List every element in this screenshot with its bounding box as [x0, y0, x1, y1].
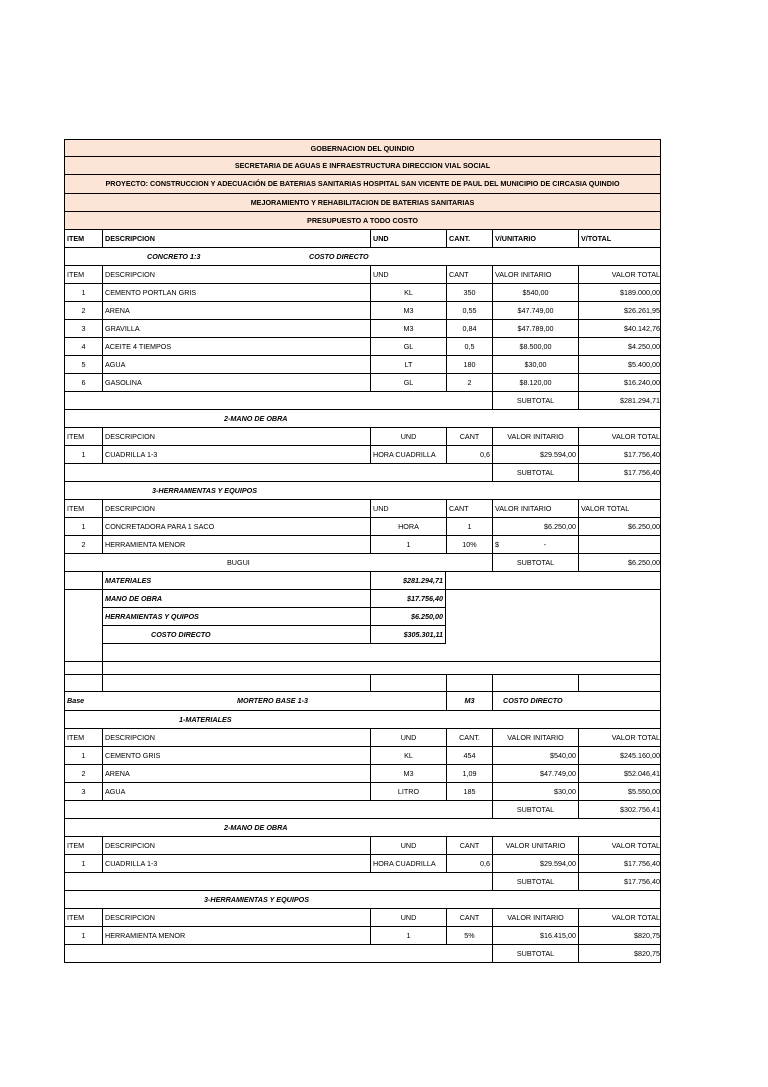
- row-vunit: $47.789,00: [492, 320, 578, 337]
- bugui-label: BUGUI: [227, 558, 250, 567]
- row-item: 1: [81, 931, 86, 940]
- main-column-header: [64, 230, 661, 248]
- subtotal-value: $17.756,40: [578, 873, 662, 890]
- head-cant: CANT: [446, 428, 492, 445]
- row-cant: 0,84: [446, 320, 492, 337]
- mano-table-head: [64, 837, 661, 855]
- row-item: 3: [81, 787, 86, 796]
- row-desc: AGUA: [102, 783, 370, 800]
- head-vunit: VALOR INITARIO: [492, 500, 578, 517]
- subtotal-label: SUBTOTAL: [492, 873, 578, 890]
- row-vunit: $29.594,00: [492, 446, 578, 463]
- mortero-base-label: Base: [67, 696, 85, 705]
- row-item: 2: [81, 769, 86, 778]
- head-item: ITEM: [67, 913, 85, 922]
- row-vtotal: $820,75: [578, 927, 662, 944]
- header-row-mejoramiento: [64, 194, 661, 212]
- row-vtotal: $17.756,40: [578, 446, 662, 463]
- head-vtotal: VALOR TOTAL: [578, 266, 662, 283]
- concreto-costo-directo: COSTO DIRECTO: [309, 252, 369, 261]
- row-vunit: $540,00: [492, 747, 578, 764]
- row-item: 1: [81, 522, 86, 531]
- table-row: [64, 446, 661, 464]
- row-und: M3: [370, 302, 446, 319]
- head-vunit: VALOR UNITARIO: [492, 837, 578, 854]
- head-item: ITEM: [67, 841, 85, 850]
- head-und: UND: [370, 266, 446, 283]
- col-vtotal: V/TOTAL: [578, 230, 662, 247]
- row-vunit: $47.749,00: [492, 765, 578, 782]
- row-und: HORA: [370, 518, 446, 535]
- head-desc: DESCRIPCION: [102, 500, 370, 517]
- head-cant: CANT: [446, 837, 492, 854]
- row-cant: 0,6: [446, 855, 492, 872]
- row-desc: HERRAMIENTA MENOR: [102, 927, 370, 944]
- summary-value: $281.294,71: [370, 572, 446, 589]
- spacer-row: [64, 662, 661, 674]
- row-vtotal: $189.000,00: [578, 284, 662, 301]
- header-row-proyecto: [64, 175, 661, 194]
- head-desc: DESCRIPCION: [102, 729, 370, 746]
- table-row: [64, 518, 661, 536]
- spacer-row: [64, 674, 661, 692]
- row-desc: CUADRILLA 1-3: [102, 855, 370, 872]
- head-item: ITEM: [67, 432, 85, 441]
- col-vunit: V/UNITARIO: [492, 230, 578, 247]
- head-desc: DESCRIPCION: [102, 837, 370, 854]
- row-und: M3: [370, 320, 446, 337]
- secretaria-title: SECRETARIA DE AGUAS E INFRAESTRUCTURA DIRECCION VIAL SOCIAL: [234, 161, 491, 170]
- table-row: [64, 338, 661, 356]
- subtotal-value: $302.756,41: [578, 801, 662, 818]
- row-vunit: $8.120,00: [492, 374, 578, 391]
- summary-value: $305.301,11: [370, 626, 446, 644]
- row-desc: GASOLINA: [102, 374, 370, 391]
- summary-row: [64, 626, 661, 644]
- summary-row: [64, 608, 661, 626]
- head-vtotal: VALOR TOTAL: [578, 500, 662, 517]
- row-cant: 185: [446, 783, 492, 800]
- row-vunit-symbol: $: [492, 536, 512, 553]
- mortero-title: MORTERO BASE 1-3: [237, 696, 308, 705]
- summary-value: $6.250,00: [370, 608, 446, 626]
- head-und: UND: [370, 428, 446, 445]
- herr-table-head: [64, 909, 661, 927]
- herramientas-title: 3-HERRAMIENTAS Y EQUIPOS: [204, 895, 310, 904]
- row-desc: CEMENTO GRIS: [102, 747, 370, 764]
- summary-label: MANO DE OBRA: [102, 590, 370, 608]
- section-title-row: [64, 410, 661, 428]
- row-cant: 5%: [446, 927, 492, 944]
- table-row: [64, 855, 661, 873]
- summary-value: $17.756,40: [370, 590, 446, 608]
- col-item: ITEM: [67, 234, 85, 243]
- row-desc: HERRAMIENTA MENOR: [102, 536, 370, 553]
- head-desc: DESCRIPCION: [102, 266, 370, 283]
- col-cant: CANT.: [446, 230, 492, 247]
- table-row: [64, 320, 661, 338]
- row-cant: 10%: [446, 536, 492, 553]
- row-vtotal: $17.756,40: [578, 855, 662, 872]
- budget-sheet: [64, 139, 661, 963]
- table-row: [64, 536, 661, 554]
- subtotal-row: [64, 801, 661, 819]
- row-desc: ARENA: [102, 765, 370, 782]
- section-title-row: [64, 819, 661, 837]
- row-vunit: $29.594,00: [492, 855, 578, 872]
- row-vtotal: $245.160,00: [578, 747, 662, 764]
- table-row: [64, 783, 661, 801]
- row-vtotal: $16.240,00: [578, 374, 662, 391]
- row-vunit: $6.250,00: [492, 518, 578, 535]
- row-vtotal: $52.046,41: [578, 765, 662, 782]
- row-vunit: $30,00: [492, 356, 578, 373]
- row-vtotal: $40.142,76: [578, 320, 662, 337]
- row-cant: 0,55: [446, 302, 492, 319]
- head-vunit: VALOR INITARIO: [492, 729, 578, 746]
- subtotal-value: $820,75: [578, 945, 662, 962]
- concreto-title: CONCRETO 1:3: [147, 252, 201, 261]
- col-desc: DESCRIPCION: [102, 230, 370, 247]
- row-item: 3: [81, 324, 86, 333]
- row-desc: ARENA: [102, 302, 370, 319]
- summary-row: [64, 572, 661, 590]
- row-und: LT: [370, 356, 446, 373]
- head-desc: DESCRIPCION: [102, 909, 370, 926]
- head-vtotal: VALOR TOTAL: [578, 837, 662, 854]
- section-title-row: [64, 482, 661, 500]
- summary-empty: [102, 644, 370, 661]
- row-item: 6: [81, 378, 86, 387]
- proyecto-title: PROYECTO: CONSTRUCCION Y ADECUACIÓN DE BATERIAS SANITARIAS HOSPITAL SAN VICENTE DE PAUL DEL MUNICIPIO DE CIRCASIA QUINDIO: [105, 179, 620, 188]
- head-item: ITEM: [67, 504, 85, 513]
- subtotal-label: SUBTOTAL: [492, 392, 578, 409]
- summary-row: [64, 644, 661, 662]
- spacer-cell: [578, 675, 662, 691]
- table-row: [64, 302, 661, 320]
- spacer-cell: [446, 675, 492, 691]
- subtotal-label: SUBTOTAL: [492, 945, 578, 962]
- spacer-cell: [492, 675, 578, 691]
- row-und: 1: [370, 927, 446, 944]
- row-desc: CEMENTO PORTLAN GRIS: [102, 284, 370, 301]
- mano-obra-title: 2-MANO DE OBRA: [224, 823, 288, 832]
- head-cant: CANT.: [446, 729, 492, 746]
- presupuesto-title: PRESUPUESTO A TODO COSTO: [307, 216, 418, 225]
- spacer-cell: [102, 662, 370, 674]
- row-cant: 350: [446, 284, 492, 301]
- head-vunit: VALOR INITARIO: [492, 909, 578, 926]
- row-vtotal: $5.550,00: [578, 783, 662, 800]
- row-item: 1: [81, 859, 86, 868]
- subtotal-row: [64, 945, 661, 963]
- mortero-title-row: [64, 692, 661, 711]
- table-row: [64, 284, 661, 302]
- row-cant: 2: [446, 374, 492, 391]
- summary-label: MATERIALES: [102, 572, 370, 589]
- subtotal-row: [64, 554, 661, 572]
- spacer-cell: [102, 675, 370, 691]
- subtotal-value: $6.250,00: [578, 554, 662, 571]
- mortero-costo-directo: COSTO DIRECTO: [492, 692, 578, 710]
- head-und: UND: [370, 500, 446, 517]
- row-vunit: -: [543, 540, 547, 549]
- row-vtotal: $5.400,00: [578, 356, 662, 373]
- row-item: 2: [81, 540, 86, 549]
- row-vunit: $540,00: [492, 284, 578, 301]
- row-und: GL: [370, 374, 446, 391]
- head-vtotal: VALOR TOTAL: [578, 729, 662, 746]
- row-item: 1: [81, 288, 86, 297]
- row-cant: 0,6: [446, 446, 492, 463]
- row-cant: 0,5: [446, 338, 492, 355]
- header-row-presupuesto: [64, 212, 661, 230]
- row-desc: GRAVILLA: [102, 320, 370, 337]
- row-cant: 180: [446, 356, 492, 373]
- subtotal-row: [64, 464, 661, 482]
- row-vunit: $47.749,00: [492, 302, 578, 319]
- mano-obra-title: 2-MANO DE OBRA: [224, 414, 288, 423]
- head-item: ITEM: [67, 270, 85, 279]
- table-row: [64, 374, 661, 392]
- row-item: 4: [81, 342, 86, 351]
- header-row-secretaria: [64, 157, 661, 175]
- head-und: UND: [370, 729, 446, 746]
- row-vunit: $16.415,00: [492, 927, 578, 944]
- subtotal-value: $281.294,71: [578, 392, 662, 409]
- row-und: KL: [370, 747, 446, 764]
- row-und: GL: [370, 338, 446, 355]
- row-vtotal: $26.261,95: [578, 302, 662, 319]
- subtotal-row: [64, 873, 661, 891]
- spacer-cell: [370, 675, 446, 691]
- head-vtotal: VALOR TOTAL: [578, 428, 662, 445]
- head-cant: CANT: [446, 909, 492, 926]
- head-cant: CANT: [446, 266, 492, 283]
- row-cant: 454: [446, 747, 492, 764]
- summary-label: HERRAMIENTAS Y QUIPOS: [102, 608, 370, 626]
- materiales-title: 1-MATERIALES: [179, 715, 232, 724]
- summary-row: [64, 590, 661, 608]
- head-und: UND: [370, 837, 446, 854]
- concreto-title-row: [64, 248, 661, 266]
- row-vtotal: [578, 536, 662, 553]
- herramientas-title: 3-HERRAMIENTAS Y EQUIPOS: [152, 486, 258, 495]
- subtotal-label: SUBTOTAL: [492, 801, 578, 818]
- gobernacion-title: GOBERNACION DEL QUINDIO: [310, 144, 415, 153]
- head-vtotal: VALOR TOTAL: [578, 909, 662, 926]
- row-cant: 1: [446, 518, 492, 535]
- subtotal-label: SUBTOTAL: [492, 464, 578, 481]
- row-desc: AGUA: [102, 356, 370, 373]
- row-item: 1: [81, 450, 86, 459]
- head-vunit: VALOR INITARIO: [492, 428, 578, 445]
- mejoramiento-title: MEJORAMIENTO Y REHABILITACION DE BATERIAS SANITARIAS: [250, 198, 475, 207]
- row-und: KL: [370, 284, 446, 301]
- table-row: [64, 927, 661, 945]
- summary-label: COSTO DIRECTO: [102, 626, 370, 644]
- row-und: LITRO: [370, 783, 446, 800]
- table-row: [64, 747, 661, 765]
- row-vunit: $8.500,00: [492, 338, 578, 355]
- row-und: HORA CUADRILLA: [370, 855, 446, 872]
- subtotal-value: $17.756,40: [578, 464, 662, 481]
- row-item: 1: [81, 751, 86, 760]
- row-und: HORA CUADRILLA: [370, 446, 446, 463]
- row-desc: CUADRILLA 1-3: [102, 446, 370, 463]
- head-und: UND: [370, 909, 446, 926]
- col-und: UND: [370, 230, 446, 247]
- concreto-table-head: [64, 266, 661, 284]
- row-desc: ACEITE 4 TIEMPOS: [102, 338, 370, 355]
- row-desc: CONCRETADORA PARA 1 SACO: [102, 518, 370, 535]
- header-row-gobernacion: [64, 139, 661, 157]
- mano-table-head: [64, 428, 661, 446]
- head-desc: DESCRIPCION: [102, 428, 370, 445]
- herr-table-head: [64, 500, 661, 518]
- table-row: [64, 765, 661, 783]
- mortero-und: M3: [446, 692, 492, 710]
- row-item: 5: [81, 360, 86, 369]
- mortero-table-head: [64, 729, 661, 747]
- row-vtotal: $6.250,00: [578, 518, 662, 535]
- row-vtotal: $4.250,00: [578, 338, 662, 355]
- row-und: 1: [370, 536, 446, 553]
- head-cant: CANT: [446, 500, 492, 517]
- section-title-row: [64, 891, 661, 909]
- subtotal-row: [64, 392, 661, 410]
- head-item: ITEM: [67, 733, 85, 742]
- table-row: [64, 356, 661, 374]
- section-title-row: [64, 711, 661, 729]
- row-und: M3: [370, 765, 446, 782]
- row-cant: 1,09: [446, 765, 492, 782]
- row-vunit: $30,00: [492, 783, 578, 800]
- row-item: 2: [81, 306, 86, 315]
- subtotal-label: SUBTOTAL: [492, 554, 578, 571]
- head-vunit: VALOR INITARIO: [492, 266, 578, 283]
